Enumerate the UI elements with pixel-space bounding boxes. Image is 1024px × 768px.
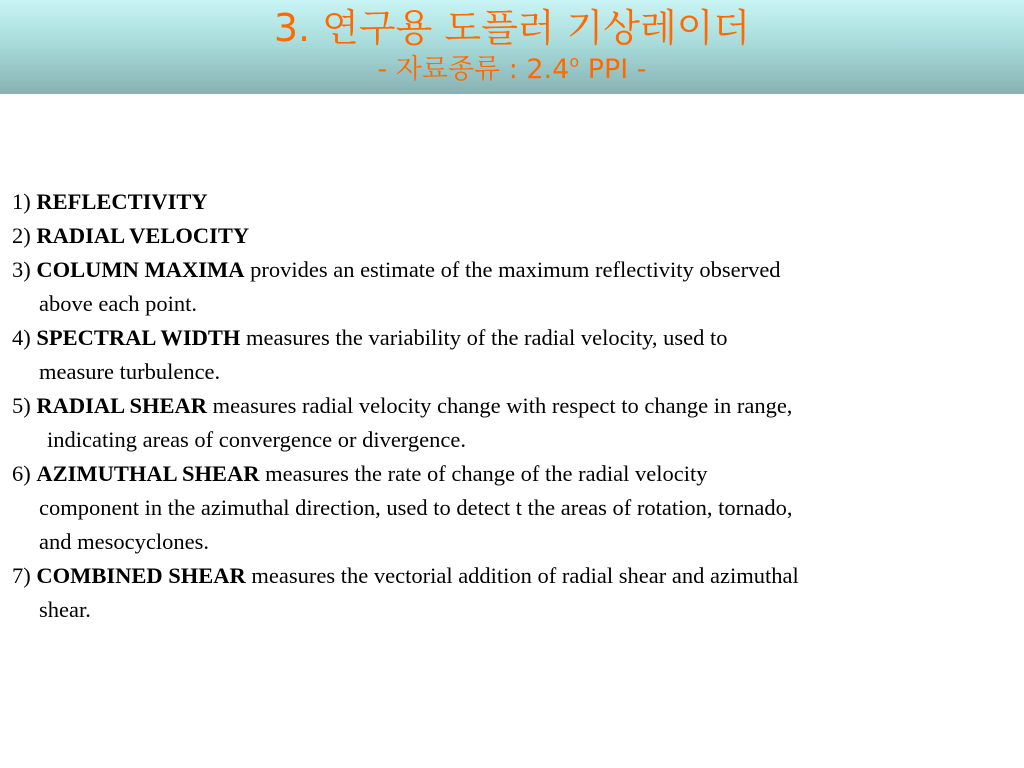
list-item-radial-shear [12, 389, 1018, 423]
item-term: COLUMN MAXIMA [36, 257, 245, 282]
item-term: RADIAL SHEAR [36, 393, 208, 418]
slide-title: 3. 연구용 도플러 기상레이더 [273, 6, 751, 50]
item-continuation: indicating areas of convergence or divergence. [47, 427, 466, 452]
item-number: 1) [12, 189, 31, 214]
list-item-radial-velocity [12, 219, 1018, 253]
item-number: 2) [12, 223, 31, 248]
slide-subtitle [0, 52, 1024, 88]
list-item-combined-shear [12, 559, 1018, 593]
subtitle-prefix: - 자료종류 : 2.4 [377, 54, 570, 85]
product-list [12, 185, 1018, 627]
item-number: 4) [12, 325, 31, 350]
item-description: provides an estimate of the maximum reflectivity observed [250, 257, 781, 282]
item-term: AZIMUTHAL SHEAR [36, 461, 260, 486]
item-term: SPECTRAL WIDTH [36, 325, 241, 350]
item-continuation: and mesocyclones. [39, 529, 209, 554]
item-description: measures radial velocity change with respect to change in range, [212, 393, 793, 418]
list-item-azimuthal-shear [12, 457, 1018, 491]
list-item-column-maxima [12, 253, 1018, 287]
item-continuation: component in the azimuthal direction, used to detect t the areas of rotation, tornado, [39, 495, 793, 520]
subtitle-suffix: PPI - [579, 54, 647, 85]
slide-header [0, 0, 1024, 94]
item-number: 3) [12, 257, 31, 282]
item-description: measures the vectorial addition of radial shear and azimuthal [251, 563, 799, 588]
item-term: COMBINED SHEAR [36, 563, 246, 588]
list-item-reflectivity [12, 185, 1018, 219]
item-number: 6) [12, 461, 31, 486]
list-item-spectral-width [12, 321, 1018, 355]
item-term: REFLECTIVITY [36, 189, 208, 214]
item-number: 5) [12, 393, 31, 418]
degree-symbol: o [569, 52, 580, 71]
item-continuation: shear. [39, 597, 91, 622]
item-continuation: measure turbulence. [39, 359, 221, 384]
item-term: RADIAL VELOCITY [36, 223, 250, 248]
item-description: measures the variability of the radial velocity, used to [246, 325, 728, 350]
item-continuation: above each point. [39, 291, 198, 316]
item-description: measures the rate of change of the radial velocity [265, 461, 708, 486]
item-number: 7) [12, 563, 31, 588]
